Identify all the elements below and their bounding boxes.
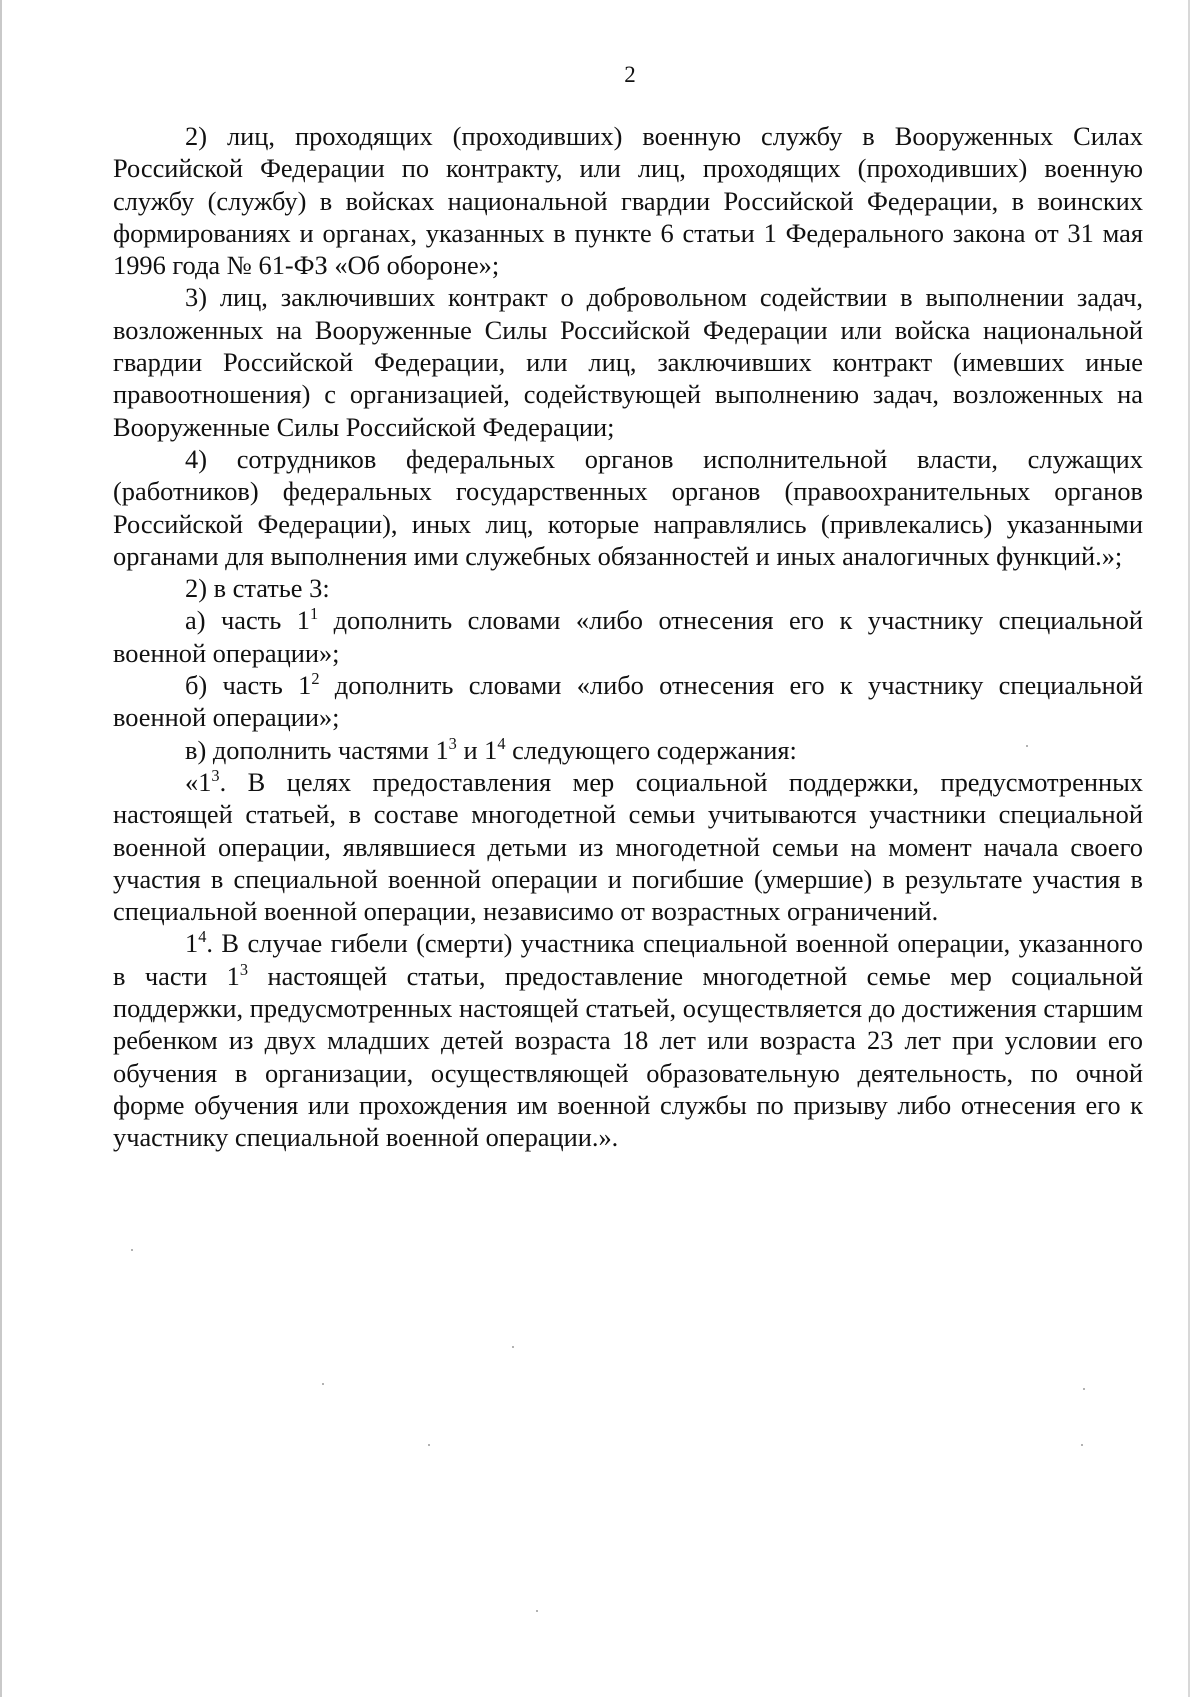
sub-a-sup: 1 [309, 604, 319, 624]
sub-v-pre: в) дополнить частями 1 [185, 734, 449, 765]
part13-post: . В целях предоставления мер социальной поддержки, предусмотренных настоящей статьей, в составе многодетной семьи учитываются участники специальной военной операции, являвшиеся детьми из многодетной семьи на момент начала своего участия в специальной военной операции и погибшие (умершие) в результате участия в специальной военной операции, независимо от возрастных ограничений. [113, 766, 1143, 927]
paragraph-part-1-4 [113, 927, 1143, 1153]
sub-v-mid: и 1 [456, 734, 498, 765]
part14-post: настоящей статьи, предоставление многодетной семье мер социальной поддержки, предусмотренных настоящей статьей, осуществляется до достижения старшим ребенком из двух младших детей возраста 18 лет или возраста 23 лет при условии его обучения в организации, осуществляющей образовательную деятельность, по очной форме обучения или прохождения им военной службы по призыву либо отнесения его к участнику специальной военной операции.». [113, 960, 1143, 1153]
page-number: 2 [624, 62, 636, 87]
sub-v-sup1: 3 [448, 733, 457, 753]
scan-speck [1083, 1388, 1085, 1390]
paragraph-item-4: 4) сотрудников федеральных органов исполнительной власти, служащих (работников) федеральных государственных органов (правоохранительных органов Российской Федерации), иных лиц, которые направлялись (привлекались) указанными органами для выполнения ими служебных обязанностей и иных аналогичных функций.»; [113, 443, 1143, 571]
sub-a-post: дополнить словами «либо отнесения его к участнику специальной военной операции»; [113, 605, 1143, 668]
paragraph-sub-v [113, 734, 1143, 766]
part14-mid: . В случае гибели (смерти) участника специальной военной операции, указанного в части 1 [113, 928, 1143, 991]
scan-speck [536, 1610, 538, 1612]
part13-pre: «1 [185, 766, 212, 797]
part13-sup: 3 [211, 766, 220, 786]
scan-speck [131, 1249, 133, 1251]
scan-speck [512, 1346, 514, 1348]
sub-a-pre: а) часть 1 [185, 605, 310, 636]
sub-b-sup: 2 [311, 669, 320, 689]
paragraph-part-1-3 [113, 766, 1143, 927]
paragraph-sub-a [113, 604, 1143, 669]
sub-v-sup2: 4 [497, 733, 506, 753]
part14-sup2: 3 [239, 959, 249, 979]
paragraph-item-3: 3) лиц, заключивших контракт о добровольном содействии в выполнении задач, возложенных на Вооруженные Силы Российской Федерации или войска национальной гвардии Российской Федерации, или лиц, заключивших контракт (имевших иные правоотношения) с организацией, содействующей выполнению задач, возложенных на Вооруженные Силы Российской Федерации; [113, 282, 1143, 442]
document-body [113, 120, 1143, 1154]
part14-pre: 1 [185, 928, 199, 959]
sub-b-post: дополнить словами «либо отнесения его к участнику специальной военной операции»; [113, 670, 1144, 733]
paragraph-sub-b [113, 669, 1143, 734]
sub-v-post: следующего содержания: [505, 734, 797, 765]
paragraph-item-2: 2) лиц, проходящих (проходивших) военную службу в Вооруженных Силах Российской Федерации по контракту, или лиц, проходящих (проходивших) военную службу (службу) в войсках национальной гвардии Российской Федерации, в воинских формированиях и органах, указанных в пункте 6 статьи 1 Федерального закона от 31 мая 1996 года № 61-ФЗ «Об обороне»; [113, 121, 1143, 281]
scan-edge-left [0, 0, 2, 1697]
scan-speck [322, 1383, 324, 1385]
scan-edge-right [1188, 0, 1190, 1697]
sub-b-pre: б) часть 1 [185, 670, 312, 701]
part14-sup1: 4 [198, 927, 207, 947]
paragraph-article-3: 2) в статье 3: [185, 573, 330, 604]
scan-speck [1081, 1444, 1083, 1446]
scan-speck [1026, 745, 1028, 747]
scan-speck [428, 1444, 430, 1446]
